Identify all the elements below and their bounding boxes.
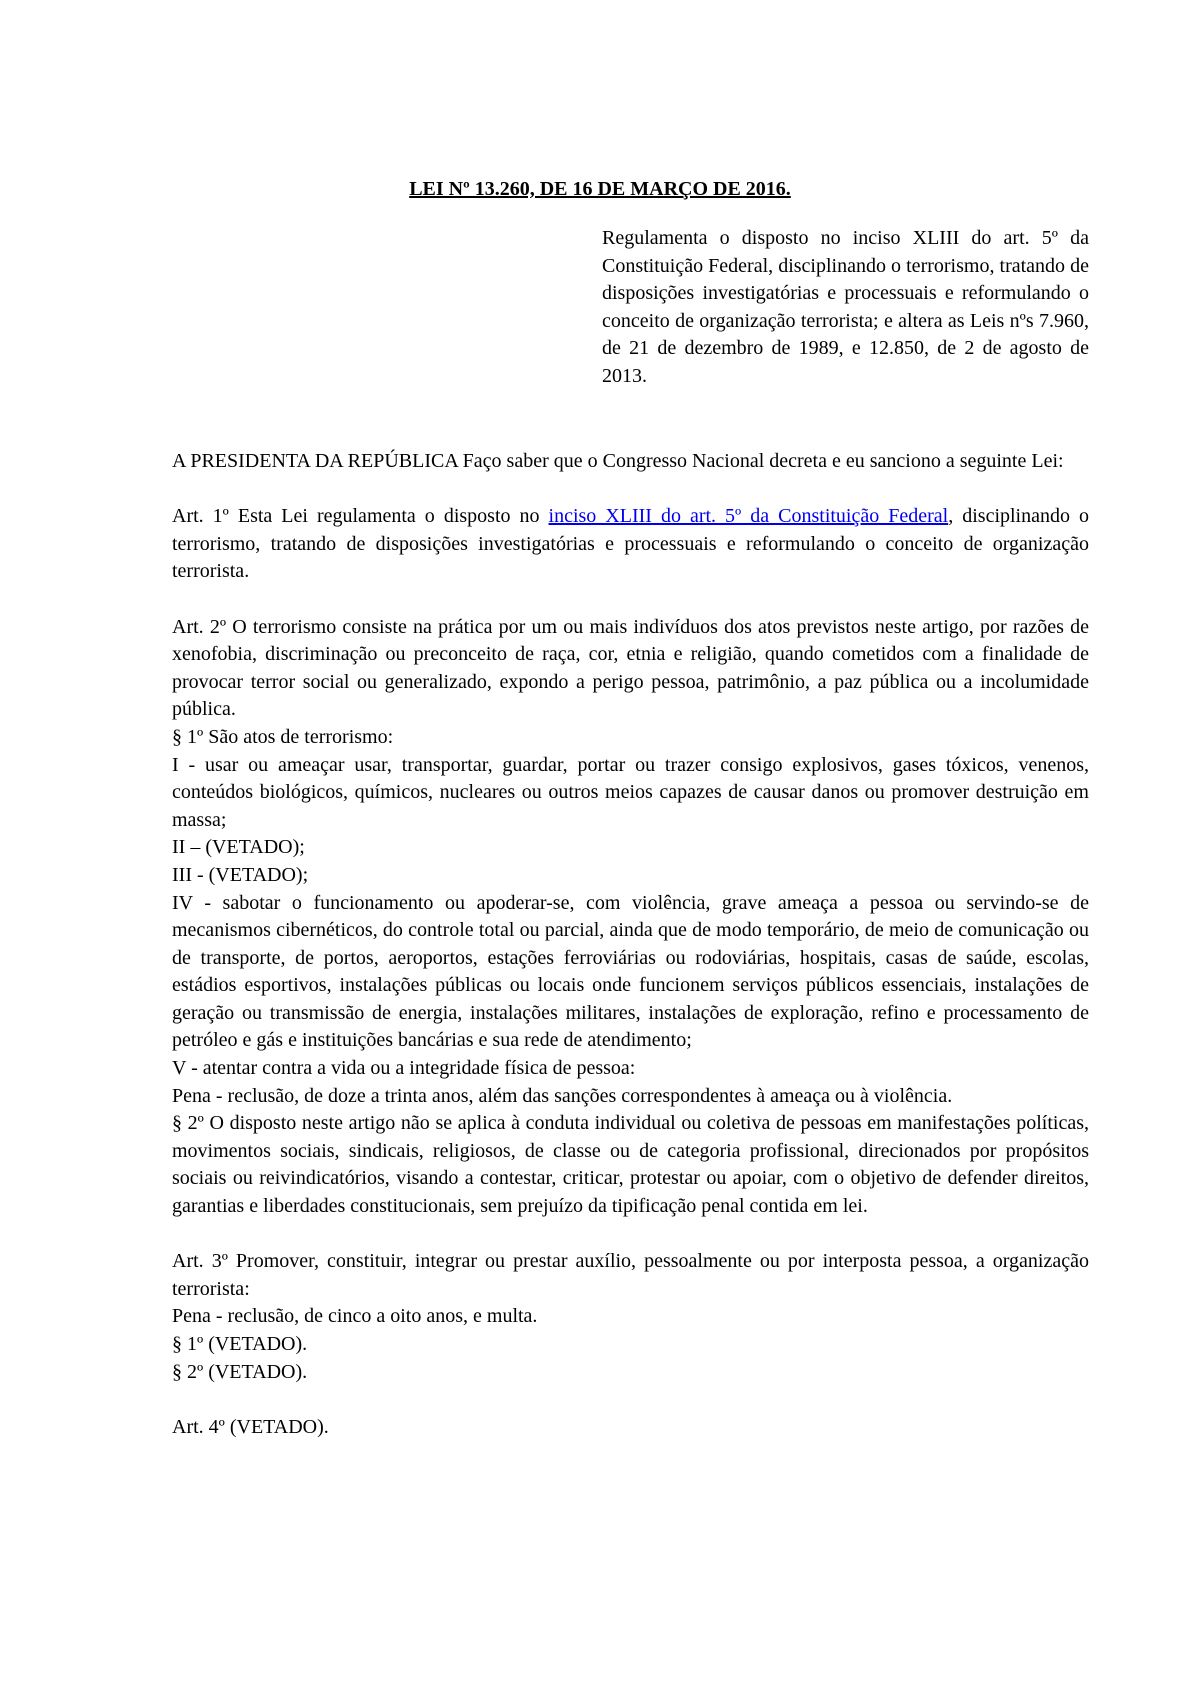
article-4: Art. 4º (VETADO). <box>172 1415 329 1438</box>
constitution-link[interactable]: inciso XLIII do art. 5º da Constituição Federal <box>548 505 949 528</box>
law-body <box>172 448 1089 1441</box>
article-2-penalty: Pena - reclusão, de doze a trinta anos, além das sanções correspondentes à ameaça ou à violência. <box>172 1084 953 1107</box>
article-2-item-v: V - atentar contra a vida ou a integridade física de pessoa: <box>172 1057 636 1080</box>
article-3-penalty: Pena - reclusão, de cinco a oito anos, e multa. <box>172 1305 538 1328</box>
article-2-item-i: I - usar ou ameaçar usar, transportar, guardar, portar ou trazer consigo explosivos, gases tóxicos, venenos, conteúdos biológicos, químicos, nucleares ou outros meios capazes de causar danos ou promover destruição em massa; <box>172 753 1089 831</box>
preamble: A PRESIDENTA DA REPÚBLICA Faço saber que o Congresso Nacional decreta e eu sanciono a seguinte Lei: <box>172 450 1064 472</box>
article-2-item-ii: II – (VETADO); <box>172 836 305 859</box>
article-2-caput: Art. 2º O terrorismo consiste na prática por um ou mais indivíduos dos atos previstos neste artigo, por razões de xenofobia, discriminação ou preconceito de raça, cor, etnia e religião, quando cometidos com a finalidade de provocar terror social ou generalizado, expondo a perigo pessoa, patrimônio, a paz pública ou a incolumidade pública. <box>172 615 1089 721</box>
article-3-paragraph-2: § 2º (VETADO). <box>172 1360 308 1383</box>
article-1-lead: Art. 1º Esta Lei regulamenta o disposto no <box>172 505 549 528</box>
law-ementa: Regulamenta o disposto no inciso XLIII do art. 5º da Constituição Federal, disciplinando o terrorismo, tratando de disposições investigatórias e processuais e reformulando o conceito de organização terrorista; e altera as Leis nºs 7.960, de 21 de dezembro de 1989, e 12.850, de 2 de agosto de 2013. <box>602 227 1089 387</box>
article-2-item-iv: IV - sabotar o funcionamento ou apoderar-se, com violência, grave ameaça a pessoa ou servindo-se de mecanismos cibernéticos, do controle total ou parcial, ainda que de modo temporário, de meio de comunicação ou de transporte, de portos, aeroportos, estações ferroviárias ou rodoviárias, hospitais, casas de saúde, escolas, estádios esportivos, instalações públicas ou locais onde funcionem serviços públicos essenciais, instalações de geração ou transmissão de energia, instalações militares, instalações de exploração, refino e processamento de petróleo e gás e instituições bancárias e sua rede de atendimento; <box>172 891 1089 1052</box>
article-2-paragraph-2: § 2º O disposto neste artigo não se aplica à conduta individual ou coletiva de pessoas em manifestações políticas, movimentos sociais, sindicais, religiosos, de classe ou de categoria profissional, direcionados por propósitos sociais ou reivindicatórios, visando a contestar, criticar, protestar ou apoiar, com o objetivo de defender direitos, garantias e liberdades constitucionais, sem prejuízo da tipificação penal contida em lei. <box>172 1112 1089 1218</box>
law-title: LEI Nº 13.260, DE 16 DE MARÇO DE 2016. <box>409 178 791 200</box>
article-2-item-iii: III - (VETADO); <box>172 863 309 886</box>
article-1 <box>172 503 1089 586</box>
article-2-paragraph-1: § 1º São atos de terrorismo: <box>172 725 394 748</box>
article-3-caput: Art. 3º Promover, constituir, integrar ou prestar auxílio, pessoalmente ou por interposta pessoa, a organização terrorista: <box>172 1250 1089 1300</box>
article-3-paragraph-1: § 1º (VETADO). <box>172 1333 308 1355</box>
article-1-tail: , disciplinando o terrorismo, tratando de disposições investigatórias e processuais e reformulando o conceito de organização terrorista. <box>172 505 1089 583</box>
